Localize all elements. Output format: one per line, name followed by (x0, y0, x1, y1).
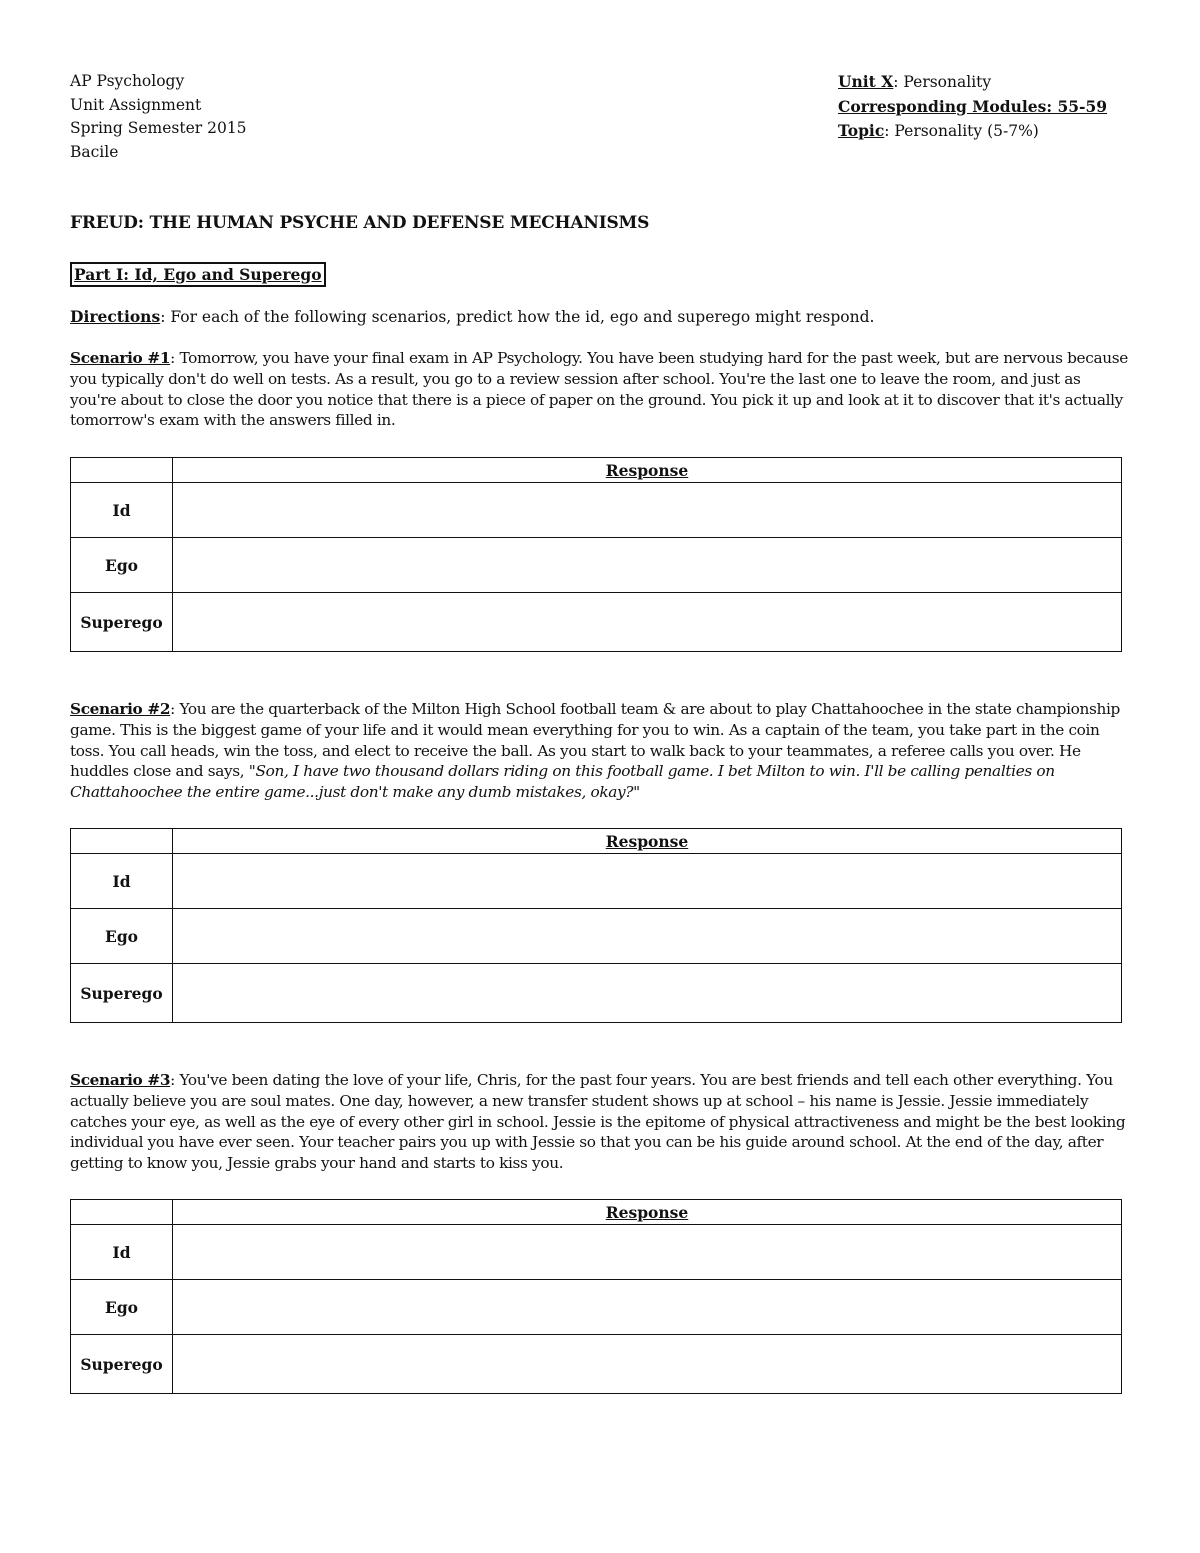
response-header: Response (173, 1200, 1122, 1225)
response-header: Response (173, 829, 1122, 854)
scenario-3-text: : You've been dating the love of your life, Chris, for the past four years. You are best friends and tell each other everything. You actually believe you are soul mates. One day, however, a new transfer student shows up at school – his name is Jessie. Jessie immediately catches your eye, as well as the eye of every other girl in school. Jessie is the epitome of physical attractiveness and might be the best looking individual you have ever seen. Your teacher pairs you up with Jessie so that you can be his guide around school. At the end of the day, after getting to know you, Jessie grabs your hand and starts to kiss you. (70, 1071, 1126, 1173)
id-response-cell[interactable] (173, 483, 1122, 538)
scenario-2 (70, 699, 1130, 803)
modules-line (838, 95, 1107, 120)
table-corner-cell (71, 829, 173, 854)
superego-response-cell[interactable] (173, 593, 1122, 652)
header-left-block (70, 70, 247, 164)
scenario-1 (70, 348, 1130, 431)
semester: Spring Semester 2015 (70, 119, 247, 137)
response-header: Response (173, 458, 1122, 483)
directions-label: Directions (70, 307, 161, 326)
id-response-cell[interactable] (173, 1225, 1122, 1280)
row-label-id: Id (71, 854, 173, 909)
row-label-ego: Ego (71, 1280, 173, 1335)
ego-response-cell[interactable] (173, 538, 1122, 593)
scenario-1-label: Scenario #1 (70, 349, 171, 367)
part-title: Part I: Id, Ego and Superego (70, 262, 326, 287)
scenario-1-response-table (70, 457, 1122, 652)
scenario-3-label: Scenario #3 (70, 1071, 171, 1089)
scenario-2-quote: Son, I have two thousand dollars riding on this football game. I bet Milton to win. I'll be calling penalties on Chattahoochee the entire game...just don't make any dumb mistakes, okay? (70, 762, 1055, 802)
row-label-ego: Ego (71, 538, 173, 593)
directions (70, 307, 874, 326)
row-label-id: Id (71, 1225, 173, 1280)
superego-response-cell[interactable] (173, 1335, 1122, 1394)
ego-response-cell[interactable] (173, 1280, 1122, 1335)
topic-label: Topic (838, 121, 885, 140)
scenario-1-text: : Tomorrow, you have your final exam in AP Psychology. You have been studying hard for the past week, but are nervous because you typically don't do well on tests. As a result, you go to a review session after school. You're the last one to leave the room, and just as you're about to close the door you notice that there is a piece of paper on the ground. You pick it up and look at it to discover that it's actually tomorrow's exam with the answers filled in. (70, 349, 1128, 430)
unit-line (838, 70, 1107, 95)
scenario-3-response-table (70, 1199, 1122, 1394)
row-label-id: Id (71, 483, 173, 538)
topic-value: : Personality (5-7%) (884, 122, 1039, 140)
unit-value: : Personality (893, 73, 992, 91)
scenario-2-text: : You are the quarterback of the Milton High School football team & are about to play Chattahoochee in the state championship game. This is the biggest game of your life and it would mean everything for you to win. As a captain of the team, you take part in the coin toss. You call heads, win the toss, and elect to receive the ball. As you start to walk back to your teammates, a referee calls you over. He huddles close and says, " (70, 700, 1120, 781)
unit-label: Unit X (838, 72, 894, 91)
row-label-superego: Superego (71, 593, 173, 652)
scenario-2-label: Scenario #2 (70, 700, 171, 718)
teacher-name: Bacile (70, 142, 119, 161)
ego-response-cell[interactable] (173, 909, 1122, 964)
scenario-2-closing: " (633, 783, 640, 802)
directions-text: : For each of the following scenarios, predict how the id, ego and superego might respond. (160, 308, 875, 326)
superego-response-cell[interactable] (173, 964, 1122, 1023)
scenario-2-response-table (70, 828, 1122, 1023)
topic-line (838, 119, 1107, 144)
row-label-superego: Superego (71, 964, 173, 1023)
page-title: FREUD: THE HUMAN PSYCHE AND DEFENSE MECHANISMS (70, 213, 650, 233)
course-name: AP Psychology (70, 72, 185, 90)
assignment-type: Unit Assignment (70, 95, 202, 114)
table-corner-cell (71, 1200, 173, 1225)
scenario-3 (70, 1070, 1130, 1174)
id-response-cell[interactable] (173, 854, 1122, 909)
header-right-block (838, 70, 1107, 144)
modules-label: Corresponding Modules: 55-59 (838, 96, 1108, 116)
table-corner-cell (71, 458, 173, 483)
row-label-ego: Ego (71, 909, 173, 964)
row-label-superego: Superego (71, 1335, 173, 1394)
